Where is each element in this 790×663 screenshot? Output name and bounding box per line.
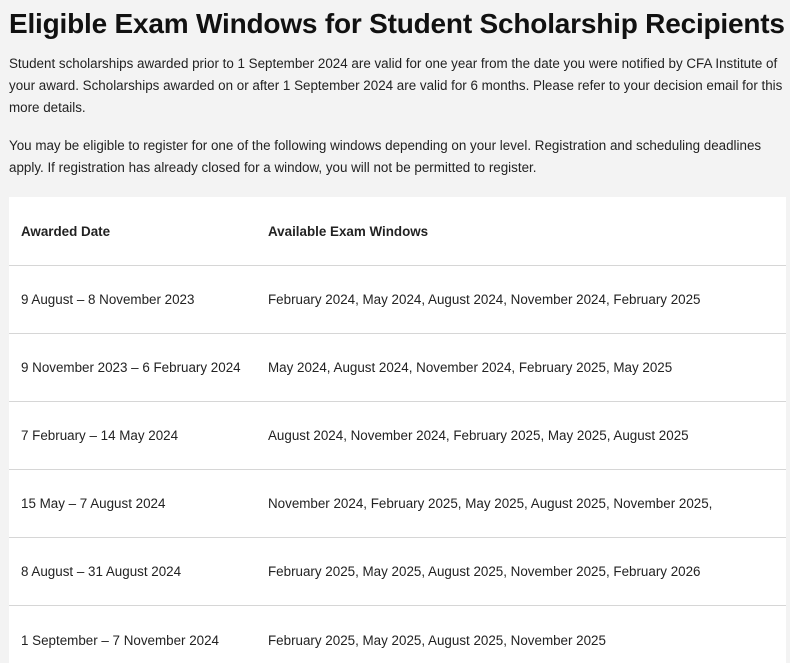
exam-windows-cell: February 2025, May 2025, August 2025, November 2025, February 2026 bbox=[268, 564, 701, 579]
exam-windows-table bbox=[9, 197, 786, 663]
exam-windows-cell: May 2024, August 2024, November 2024, February 2025, May 2025 bbox=[268, 360, 673, 375]
awarded-date-cell: 7 February – 14 May 2024 bbox=[21, 428, 179, 443]
table-row bbox=[9, 266, 786, 334]
awarded-date-cell: 8 August – 31 August 2024 bbox=[21, 564, 182, 579]
exam-windows-cell: August 2024, November 2024, February 2025, May 2025, August 2025 bbox=[268, 428, 689, 443]
header-awarded-date: Awarded Date bbox=[21, 223, 111, 239]
eligibility-paragraph: You may be eligible to register for one of the following windows depending on your level. Registration and scheduling deadlines apply. If registration has already closed for a window, you will not be permitted to register. bbox=[9, 138, 762, 175]
awarded-date-cell: 15 May – 7 August 2024 bbox=[21, 496, 166, 511]
awarded-date-cell: 9 November 2023 – 6 February 2024 bbox=[21, 360, 241, 375]
exam-windows-cell: November 2024, February 2025, May 2025, August 2025, November 2025, bbox=[268, 496, 713, 511]
table-row bbox=[9, 402, 786, 470]
intro-paragraph: Student scholarships awarded prior to 1 September 2024 are valid for one year from the date you were notified by CFA Institute of your award. Scholarships awarded on or after 1 September 2024 are valid for 6 months. Please refer to your decision email for this more details. bbox=[9, 56, 783, 115]
page-title: Eligible Exam Windows for Student Scholarship Recipients bbox=[9, 8, 785, 39]
table-row bbox=[9, 606, 786, 663]
exam-windows-cell: February 2024, May 2024, August 2024, November 2024, February 2025 bbox=[268, 292, 701, 307]
table-header-row bbox=[9, 197, 786, 266]
table-row bbox=[9, 538, 786, 606]
exam-windows-cell: February 2025, May 2025, August 2025, November 2025 bbox=[268, 632, 606, 648]
awarded-date-cell: 9 August – 8 November 2023 bbox=[21, 292, 195, 307]
table-row bbox=[9, 470, 786, 538]
header-available-exam-windows: Available Exam Windows bbox=[268, 223, 429, 239]
table-row bbox=[9, 334, 786, 402]
awarded-date-cell: 1 September – 7 November 2024 bbox=[21, 632, 220, 648]
